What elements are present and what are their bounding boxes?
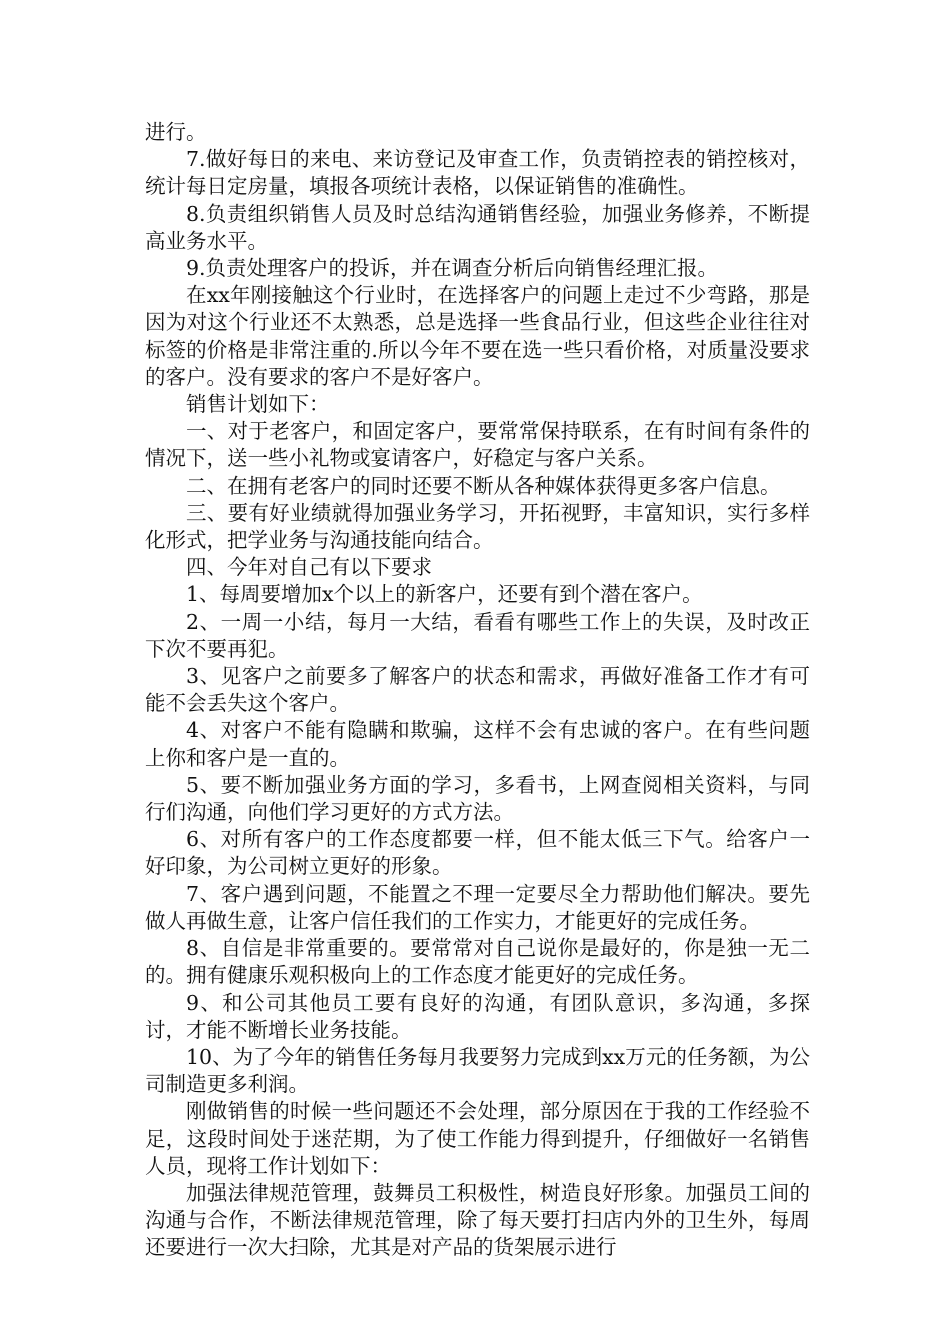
paragraph: 在xx年刚接触这个行业时，在选择客户的问题上走过不少弯路，那是因为对这个行业还不太熟悉，总是选择一些食品行业，但这些企业往往对标签的价格是非常注重的.所以今年不要在选一些只看价格，对质量没要求的客户。没有要求的客户不是好客户。 [145, 283, 810, 389]
paragraph: 6、对所有客户的工作态度都要一样，但不能太低三下气。给客户一好印象，为公司树立更好的形象。 [145, 827, 810, 879]
paragraph: 4、对客户不能有隐瞒和欺骗，这样不会有忠诚的客户。在有些问题上你和客户是一直的。 [145, 718, 810, 770]
paragraph: 3、见客户之前要多了解客户的状态和需求，再做好准备工作才有可能不会丢失这个客户。 [145, 664, 810, 716]
paragraph: 销售计划如下： [186, 392, 330, 417]
paragraph: 加强法律规范管理，鼓舞员工积极性，树造良好形象。加强员工间的沟通与合作，不断法律规范管理，除了每天要打扫店内外的卫生外，每周还要进行一次大扫除，尤其是对产品的货架展示进行 [145, 1180, 810, 1260]
paragraph: 7.做好每日的来电、来访登记及审查工作，负责销控表的销控核对，统计每日定房量，填报各项统计表格，以保证销售的准确性。 [145, 147, 810, 199]
document-body [145, 119, 810, 1262]
paragraph: 2、一周一小结，每月一大结，看看有哪些工作上的失误，及时改正下次不要再犯。 [145, 609, 810, 661]
paragraph: 1、每周要增加x个以上的新客户，还要有到个潜在客户。 [186, 582, 703, 607]
paragraph: 9、和公司其他员工要有良好的沟通，有团队意识，多沟通，多探讨，才能不断增长业务技能。 [145, 990, 810, 1042]
paragraph: 四、今年对自己有以下要求 [186, 555, 432, 580]
paragraph: 一、对于老客户，和固定客户，要常常保持联系，在有时间有条件的情况下，送一些小礼物或宴请客户，好稳定与客户关系。 [145, 419, 810, 471]
paragraph: 10、为了今年的销售任务每月我要努力完成到xx万元的任务额，为公司制造更多利润。 [145, 1044, 810, 1097]
paragraph: 三、要有好业绩就得加强业务学习，开拓视野，丰富知识，实行多样化形式，把学业务与沟通技能向结合。 [145, 500, 810, 553]
paragraph: 8.负责组织销售人员及时总结沟通销售经验，加强业务修养，不断提高业务水平。 [145, 201, 810, 253]
paragraph: 9.负责处理客户的投诉，并在调查分析后向销售经理汇报。 [186, 256, 719, 281]
paragraph: 8、自信是非常重要的。要常常对自己说你是最好的，你是独一无二的。拥有健康乐观积极向上的工作态度才能更好的完成任务。 [145, 936, 810, 988]
paragraph: 进行。 [145, 120, 207, 144]
paragraph: 5、要不断加强业务方面的学习，多看书，上网查阅相关资料，与同行们沟通，向他们学习更好的方式方法。 [145, 772, 810, 825]
paragraph: 二、在拥有老客户的同时还要不断从各种媒体获得更多客户信息。 [186, 473, 781, 498]
paragraph: 刚做销售的时候一些问题还不会处理，部分原因在于我的工作经验不足，这段时间处于迷茫期，为了使工作能力得到提升，仔细做好一名销售人员，现将工作计划如下： [145, 1099, 810, 1178]
paragraph: 7、客户遇到问题，不能置之不理一定要尽全力帮助他们解决。要先做人再做生意，让客户信任我们的工作实力，才能更好的完成任务。 [145, 881, 810, 933]
